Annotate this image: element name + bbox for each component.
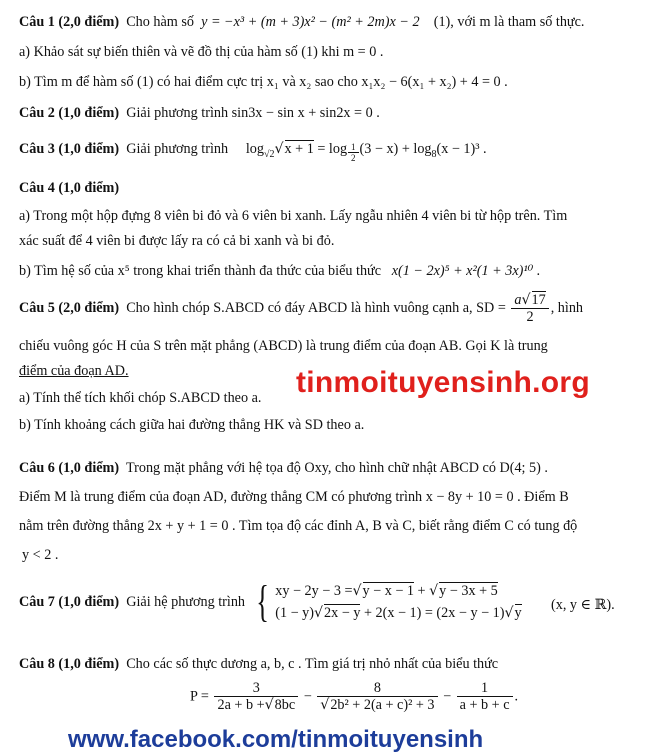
q4a-line-1: a) Trong một hộp đựng 8 viên bi đỏ và 6 viên bi xanh. Lấy ngẫu nhiên 4 viên bi từ hộp trên. Tìm — [19, 208, 568, 224]
q5-heading: Câu 5 (2,0 điểm) — [19, 300, 120, 317]
q5-line-3: điểm của đoạn AD. — [19, 363, 129, 379]
q5-text-1-end: , hình — [550, 300, 584, 317]
q7-equation-2: (1 − y)√2x − y + 2(x − 1) = (2x − y − 1)√y — [275, 605, 522, 621]
q2-line — [19, 104, 625, 122]
sqrt-icon: √ — [521, 292, 531, 308]
q4b-text: b) Tìm hệ số của x⁵ trong khai triển thành đa thức của biểu thức — [19, 263, 382, 279]
q7-equation-1: xy − 2y − 3 =√y − x − 1 + √y − 3x + 5 — [275, 582, 498, 599]
q6-heading: Câu 6 (1,0 điểm) — [19, 460, 120, 476]
q1b-line: b) Tìm m để hàm số (1) có hai điểm cực trị x₁ và x₂ sao cho x₁x₂ − 6(x₁ + x₂) + 4 = 0 . — [19, 74, 508, 90]
q8-fraction-3: $\frac{1}{a + b + c}$ — [457, 680, 513, 714]
q8-fraction-2: $\frac{8}{\text{√2b² + 2(a + c)² + 3}}$ — [317, 680, 437, 714]
q3-log-2: = log — [313, 141, 348, 157]
q5-line-2: chiếu vuông góc H của S trên mặt phẳng (ABCD) là trung điểm của đoạn AB. Gọi K là trung — [19, 338, 548, 354]
q8-text: Cho các số thực dương a, b, c . Tìm giá trị nhỏ nhất của biểu thức — [126, 656, 499, 672]
q6-line-4: y < 2 . — [22, 547, 59, 563]
q3-base-2: $\frac{1}{2}$ — [348, 142, 359, 164]
watermark-link[interactable]: tinmoituyensinh.org — [296, 366, 591, 399]
q8-heading: Câu 8 (1,0 điểm) — [19, 656, 120, 672]
q8-fraction-1: $\frac{3}{2a + b +√8bc}$ — [214, 680, 298, 714]
q7-domain: (x, y ∈ ℝ). — [551, 597, 615, 613]
q6-line-2: Điểm M là trung điểm của đoạn AD, đường thẳng CM có phương trình x − 8y + 10 = 0 . Điểm B — [19, 489, 569, 505]
q2-text: Giải phương trình sin3x − sin x + sin2x = 0 . — [126, 105, 380, 121]
q1a-line: a) Khảo sát sự biến thiên và vẽ đồ thị của hàm số (1) khi m = 0 . — [19, 44, 384, 60]
q3-arg-2: (3 − x) + log — [359, 141, 432, 157]
q5a-line: a) Tính thể tích khối chóp S.ABCD theo a. — [19, 390, 262, 406]
q1-tag: (1), với m là tham số thực. — [433, 14, 585, 30]
q4a-line-2: xác suất để 4 viên bi được lấy ra có cả bi xanh và bi đỏ. — [19, 233, 335, 249]
q1-function: y = −x³ + (m + 3)x² − (m² + 2m)x − 2 — [201, 14, 420, 30]
q3-line — [19, 140, 625, 163]
q7-heading: Câu 7 (1,0 điểm) — [19, 593, 120, 610]
q8-line — [19, 655, 625, 673]
q3-base-1: √2 — [263, 148, 275, 160]
sqrt-icon: √ — [274, 141, 284, 157]
q2-heading: Câu 2 (1,0 điểm) — [19, 105, 120, 121]
q7-system — [252, 577, 522, 626]
q3-arg-3: (x − 1)³ . — [436, 141, 487, 157]
q5-sd-fraction: $\frac{a√17}{2}$ — [511, 292, 548, 326]
left-brace-icon: { — [256, 577, 270, 626]
q1-line — [19, 13, 625, 31]
q6-line-3: nằm trên đường thẳng 2x + y + 1 = 0 . Tìm tọa độ các đỉnh A, B và C, biết rằng điểm C có tung độ — [19, 518, 578, 534]
q4-heading: Câu 4 (1,0 điểm) — [19, 180, 120, 196]
q3-text: Giải phương trình — [126, 141, 229, 157]
q4b-expression: x(1 − 2x)⁵ + x²(1 + 3x)¹⁰ . — [391, 263, 541, 279]
q6-line-1: Câu 6 (1,0 điểm) Trong mặt phẳng với hệ tọa độ Oxy, cho hình chữ nhật ABCD có D(4; 5) . — [19, 460, 548, 476]
q4b-line — [19, 262, 625, 280]
q3-heading: Câu 3 (1,0 điểm) — [19, 141, 120, 157]
q3-log-1: log — [245, 141, 264, 157]
q7-line — [19, 577, 625, 626]
q5-line-1 — [19, 292, 625, 326]
q5b-line: b) Tính khoảng cách giữa hai đường thẳng HK và SD theo a. — [19, 417, 365, 433]
q1-stem: Cho hàm số — [126, 14, 194, 30]
q5-text-1: Cho hình chóp S.ABCD có đáy ABCD là hình vuông cạnh a, SD = — [126, 300, 506, 317]
q1-heading: Câu 1 (2,0 điểm) — [19, 14, 120, 30]
q3-equation — [245, 141, 487, 163]
q8-expression: P = $\frac{3}{2a + b +√8bc}$ − $\frac{8}{\text{√2b² + 2(a + c)² + 3}}$ − $\frac{1}{a + b + c}$ . — [190, 680, 519, 714]
q3-base-3: 8 — [431, 148, 437, 160]
q3-arg-1: x + 1 — [284, 141, 314, 157]
q7-text: Giải hệ phương trình — [126, 593, 246, 610]
footer-link[interactable]: www.facebook.com/tinmoituyensinh — [68, 726, 484, 753]
